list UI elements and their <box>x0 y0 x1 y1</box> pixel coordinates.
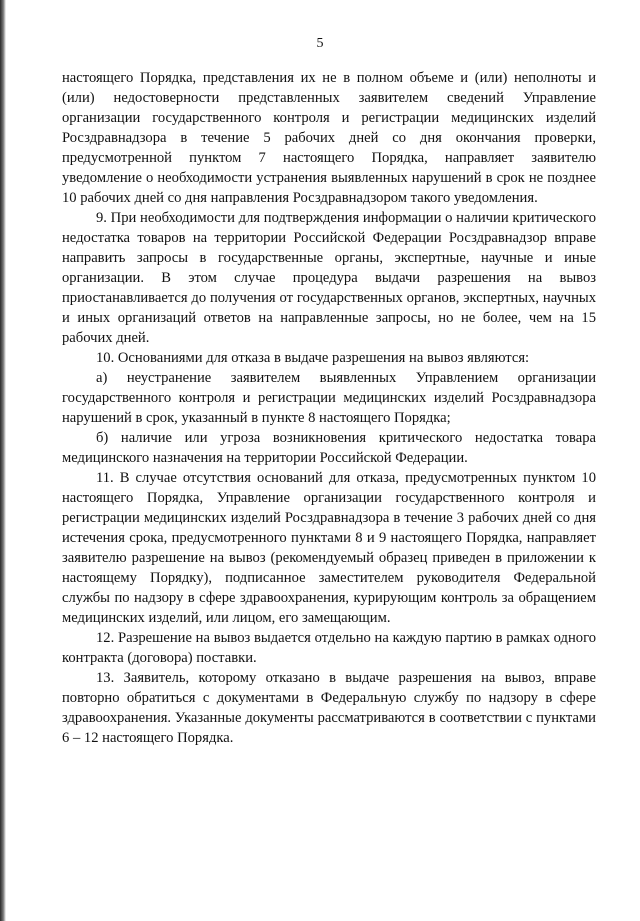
paragraph-item-11: 11. В случае отсутствия оснований для отказа, предусмотренных пунктом 10 настоящего Порядка, Управление организации государственного контроля и регистрации медицинских изделий Росздравнадзора в течение 3 рабочих дней со дня истечения срока, предусмотренного пунктами 8 и 9 настоящего Порядка, направляет заявителю разрешение на вывоз (рекомендуемый образец приведен в приложении к настоящему Порядку), подписанное заместителем руководителя Федеральной службы по надзору в сфере здравоохранения, курирующим контроль за обращением медицинских изделий, или лицом, его замещающим. <box>62 470 596 626</box>
paragraph-continuation: настоящего Порядка, представления их не в полном объеме и (или) неполноты и (или) недостоверности представленных заявителем сведений Управление организации государственного контроля и регистрации медицинских изделий Росздравнадзора в течение 5 рабочих дней со дня окончания проверки, предусмотренной пунктом 7 настоящего Порядка, направляет заявителю уведомление о необходимости устранения выявленных нарушений в срок не позднее 10 рабочих дней со дня направления Росздравнадзором такого уведомления. <box>62 70 596 206</box>
document-body <box>62 68 596 748</box>
page-number: 5 <box>316 36 324 51</box>
paragraph-item-10b: б) наличие или угроза возникновения критического недостатка товара медицинского назначения на территории Российской Федерации. <box>62 430 596 466</box>
scan-edge-shadow <box>0 0 6 921</box>
paragraph-item-10a: а) неустранение заявителем выявленных Управлением организации государственного контроля и регистрации медицинских изделий Росздравнадзора нарушений в срок, указанный в пункте 8 настоящего Порядка; <box>62 370 596 426</box>
paragraph-item-9: 9. При необходимости для подтверждения информации о наличии критического недостатка товаров на территории Российской Федерации Росздравнадзор вправе направить запросы в государственные органы, экспертные, научные и иные организации. В этом случае процедура выдачи разрешения на вывоз приостанавливается до получения от государственных органов, экспертных, научных и иных организаций ответов на направленные запросы, но не более, чем на 15 рабочих дней. <box>62 210 596 346</box>
paragraph-item-13: 13. Заявитель, которому отказано в выдаче разрешения на вывоз, вправе повторно обратиться с документами в Федеральную службу по надзору в сфере здравоохранения. Указанные документы рассматриваются в соответствии с пунктами 6 – 12 настоящего Порядка. <box>62 670 596 746</box>
paragraph-item-12: 12. Разрешение на вывоз выдается отдельно на каждую партию в рамках одного контракта (договора) поставки. <box>62 630 596 666</box>
paragraph-item-10: 10. Основаниями для отказа в выдаче разрешения на вывоз являются: <box>96 350 530 366</box>
